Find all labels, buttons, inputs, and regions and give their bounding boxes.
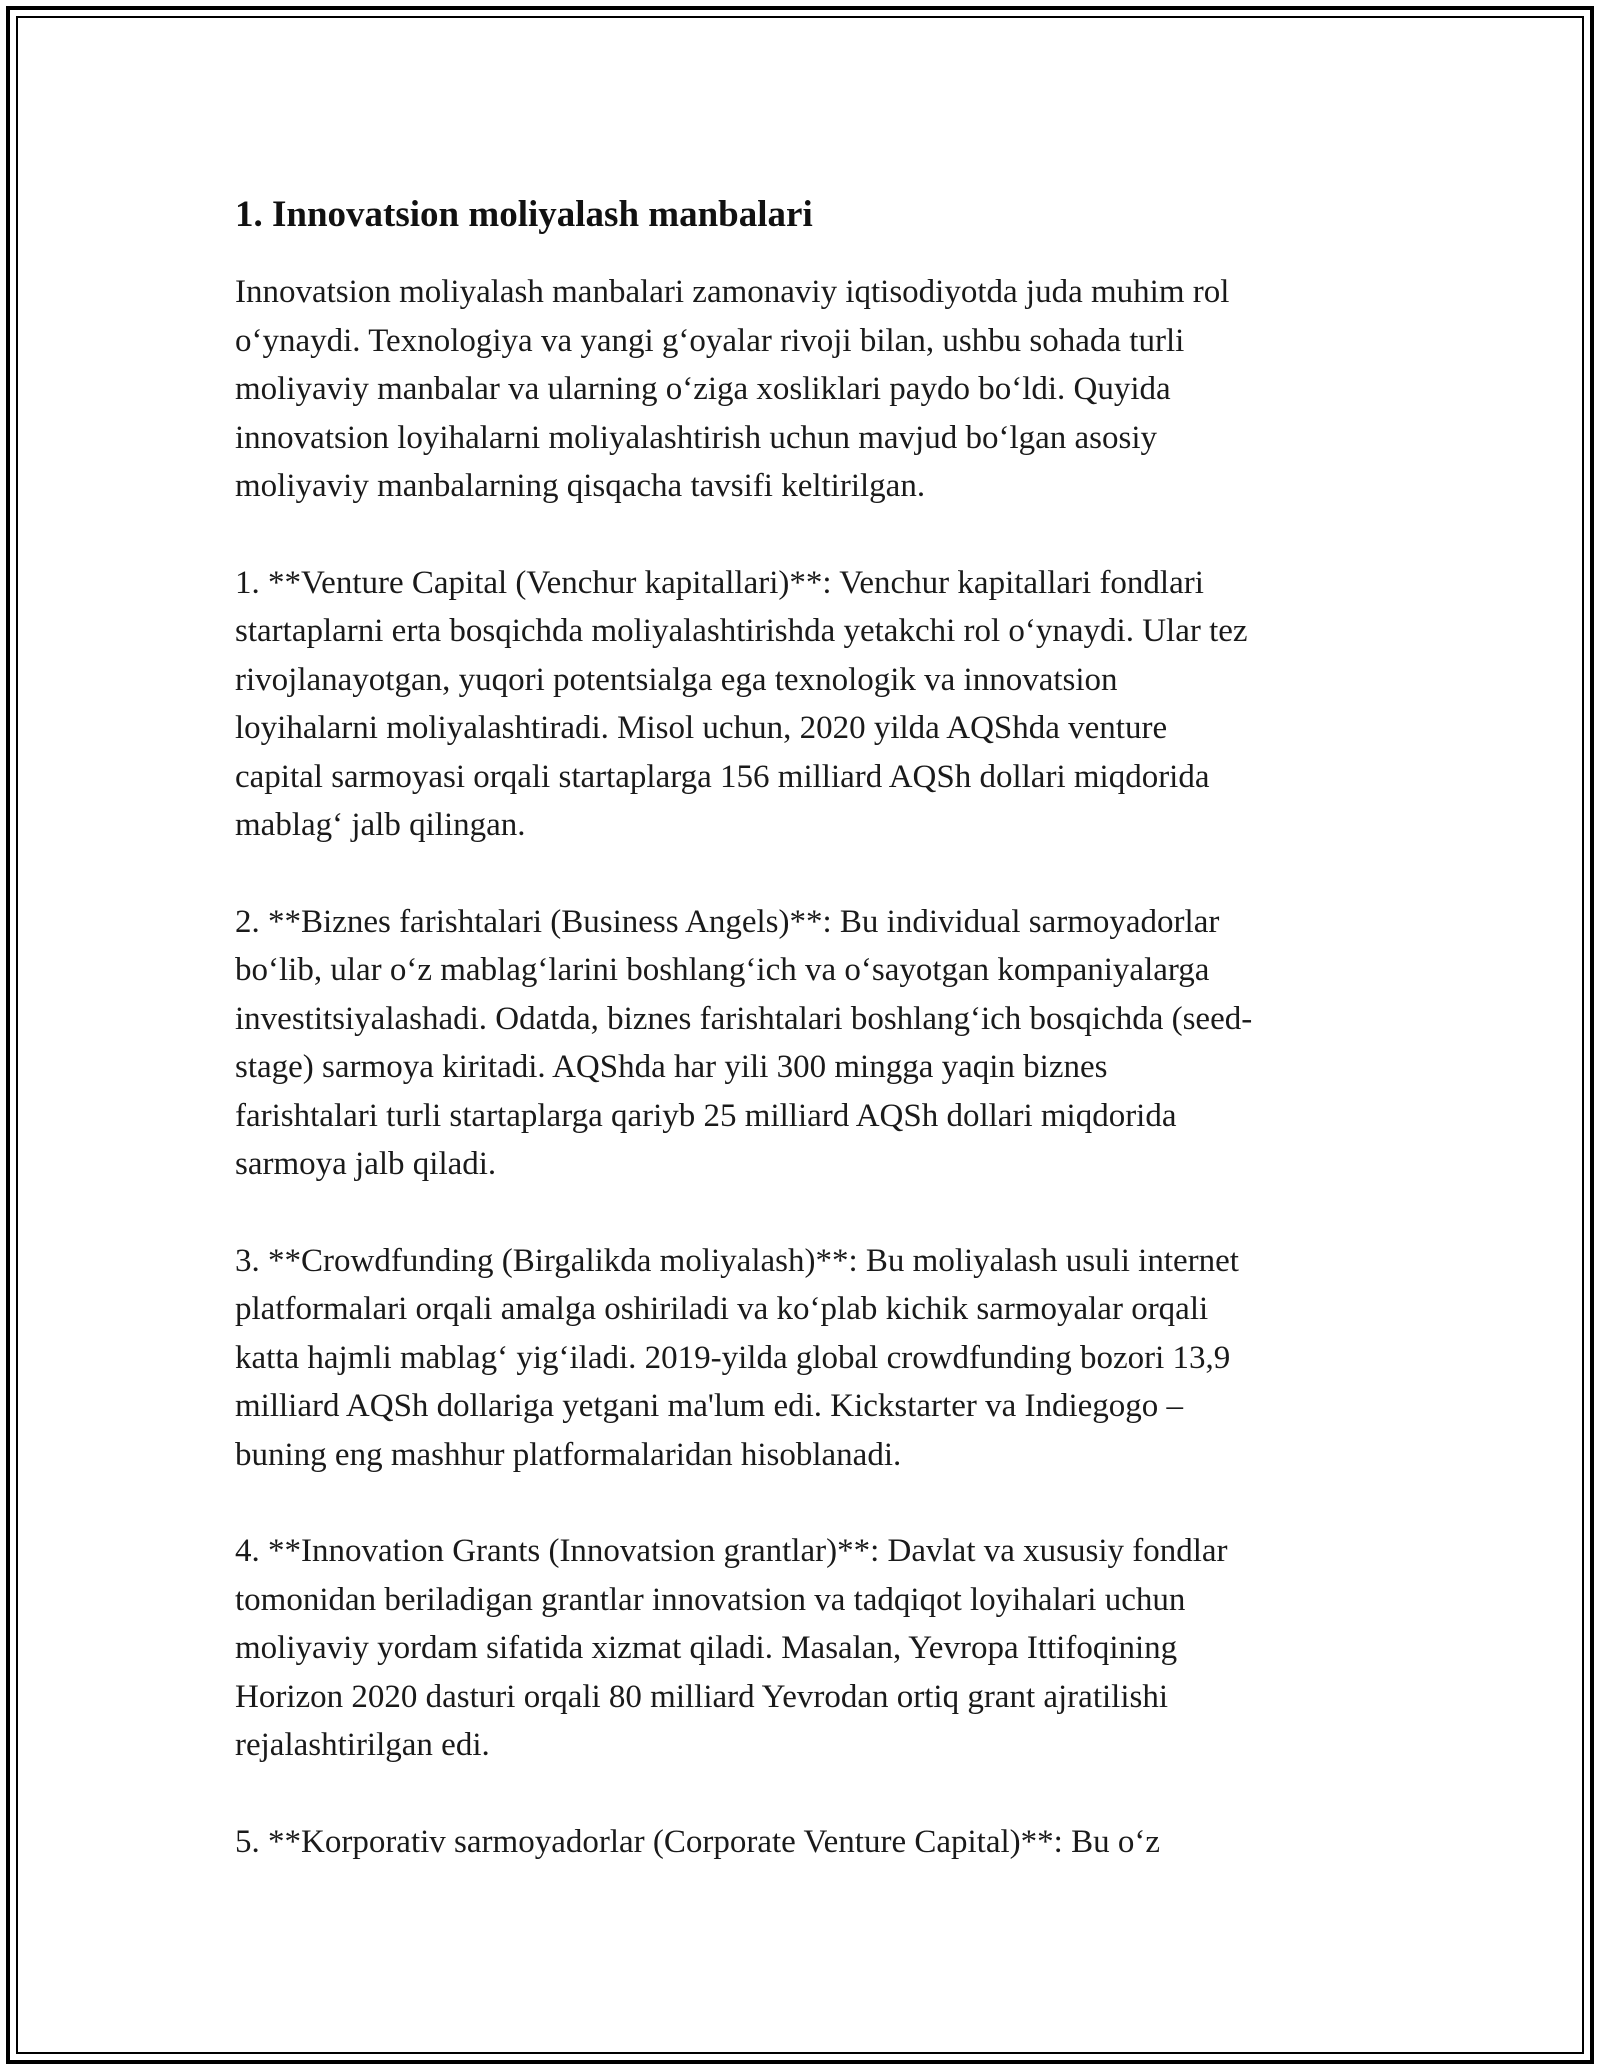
list-item-venture-capital: 1. **Venture Capital (Venchur kapitallari)**: Venchur kapitallari fondlari startaplarni erta bosqichda moliyalashtirishda yetakchi rol o‘ynaydi. Ular tez rivojlanayotgan, yuqori potentsialga ega texnologik va innovatsion loyihalarni moliyalashtiradi. Misol uchun, 2020 yilda AQShda venture capital sarmoyasi orqali startaplarga 156 milliard AQSh dollari miqdorida mablag‘ jalb qilingan. [235,564,1248,843]
intro-paragraph: Innovatsion moliyalash manbalari zamonaviy iqtisodiyotda juda muhim rol o‘ynaydi. Texnologiya va yangi g‘oyalar rivoji bilan, ushbu sohada turli moliyaviy manbalar va ularning o‘ziga xosliklari paydo bo‘ldi. Quyida innovatsion loyihalarni moliyalashtirish uchun mavjud bo‘lgan asosiy moliyaviy manbalarning qisqacha tavsifi keltirilgan. [235,274,1230,504]
section-heading: 1. Innovatsion moliyalash manbalari [235,194,813,235]
list-item-crowdfunding: 3. **Crowdfunding (Birgalikda moliyalash)**: Bu moliyalash usuli internet platformalari orqali amalga oshiriladi va ko‘plab kichik sarmoyalar orqali katta hajmli mablag‘ yig‘iladi. 2019-yilda global crowdfunding bozori 13,9 milliard AQSh dollariga yetgani ma'lum edi. Kickstarter va Indiegogo – buning eng mashhur platformalaridan hisoblanadi. [235,1242,1239,1473]
list-item-business-angels: 2. **Biznes farishtalari (Business Angels)**: Bu individual sarmoyadorlar bo‘lib, ular o‘z mablag‘larini boshlang‘ich va o‘sayotgan kompaniyalarga investitsiyalashadi. Odatda, biznes farishtalari boshlang‘ich bosqichda (seed- stage) sarmoya kiritadi. AQShda har yili 300 mingga yaqin biznes farishtalari turli startaplarga qariyb 25 milliard AQSh dollari miqdorida sarmoya jalb qiladi. [235,903,1253,1182]
list-item-innovation-grants: 4. **Innovation Grants (Innovatsion grantlar)**: Davlat va xususiy fondlar tomonidan beriladigan grantlar innovatsion va tadqiqot loyihalari uchun moliyaviy yordam sifatida xizmat qiladi. Masalan, Yevropa Ittifoqining Horizon 2020 dasturi orqali 80 milliard Yevrodan ortiq grant ajratilishi rejalashtirilgan edi. [235,1533,1228,1763]
list-item-corporate-venture-capital: 5. **Korporativ sarmoyadorlar (Corporate Venture Capital)**: Bu o‘z [235,1823,1160,1860]
document-body [235,182,1375,1914]
